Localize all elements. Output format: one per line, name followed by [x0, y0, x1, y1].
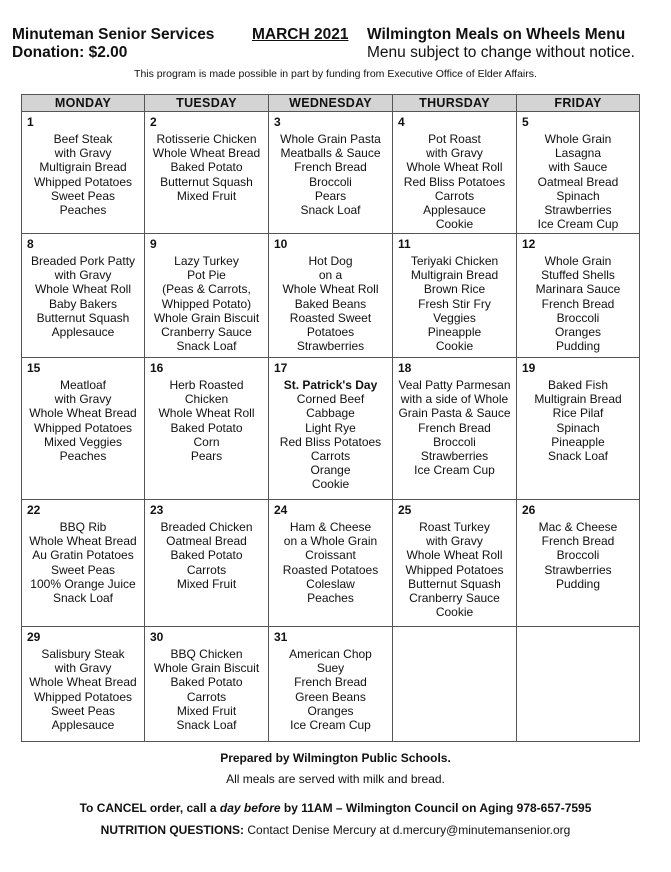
- menu-item: Whole Grain: [544, 132, 612, 146]
- cancel-text-a: To CANCEL order, call a: [79, 801, 220, 815]
- day-cell: [145, 500, 269, 627]
- menu-item: Whole Grain Pasta: [280, 132, 381, 146]
- menu-item: Stuffed Shells: [541, 268, 615, 283]
- day-number: 15: [27, 361, 41, 375]
- day-number: 29: [27, 630, 41, 644]
- day-cell: [393, 112, 517, 234]
- day-cell: [22, 358, 145, 500]
- month-title: MARCH 2021: [252, 26, 349, 43]
- menu-item: Whipped Potatoes: [33, 420, 133, 435]
- special-day-label: St. Patrick's Day: [283, 378, 378, 392]
- day-number: 4: [398, 115, 405, 129]
- menu-item: Butternut Squash: [408, 576, 501, 591]
- menu-item: Brown Rice: [423, 282, 486, 297]
- menu-item: Potatoes: [306, 325, 355, 340]
- funding-note: This program is made possible in part by funding from Executive Office of Elder Affairs.: [134, 68, 537, 80]
- menu-item: Pot Roast: [428, 132, 481, 146]
- menu-item: Suey: [316, 661, 345, 676]
- menu-item: with Gravy: [426, 146, 483, 161]
- menu-item: French Bread: [418, 420, 491, 435]
- menu-item: Cranberry Sauce: [161, 325, 252, 340]
- menu-item: Lazy Turkey: [174, 254, 239, 268]
- menu-item: Peaches: [59, 449, 107, 464]
- menu-item: Baked Beans: [294, 296, 367, 311]
- menu-item: Marinara Sauce: [535, 282, 621, 297]
- menu-item: Veal Patty Parmesan: [398, 378, 511, 392]
- menu-note: Menu subject to change without notice.: [367, 44, 635, 61]
- menu-item: with Gravy: [54, 661, 112, 676]
- week-row: [22, 234, 640, 358]
- week-row: [22, 627, 640, 742]
- weekday-header: WEDNESDAY: [269, 95, 393, 112]
- menu-item: Baked Potato: [170, 548, 243, 563]
- menu-item: Spinach: [556, 420, 600, 435]
- menu-item: Snack Loaf: [176, 718, 237, 733]
- menu-item: American Chop: [289, 647, 372, 661]
- menu-item: Pudding: [555, 576, 601, 591]
- menu-item: Herb Roasted: [169, 378, 244, 392]
- menu-item: Whole Wheat Roll: [158, 406, 255, 421]
- menu-item: Green Beans: [295, 689, 366, 704]
- day-cell: [269, 112, 393, 234]
- day-number: 22: [27, 503, 41, 517]
- day-cell: [517, 627, 640, 742]
- menu-items: [393, 358, 516, 477]
- menu-item: Whole Grain Biscuit: [153, 661, 260, 676]
- day-cell: [393, 234, 517, 358]
- day-number: 2: [150, 115, 157, 129]
- menu-items: [393, 627, 516, 647]
- menu-item: French Bread: [541, 296, 615, 311]
- menu-item: Carrots: [186, 562, 227, 577]
- menu-item: Cookie: [435, 605, 474, 620]
- menu-item: Baby Bakers: [48, 296, 118, 311]
- menu-item: Baked Fish: [547, 378, 609, 392]
- menu-item: Hot Dog: [308, 254, 353, 268]
- menu-item: Strawberries: [544, 203, 612, 218]
- menu-item: Roast Turkey: [419, 520, 490, 534]
- menu-item: 100% Orange Juice: [30, 576, 136, 591]
- day-number: 19: [522, 361, 536, 375]
- menu-item: Applesauce: [51, 718, 115, 733]
- cancel-text-b: day before: [219, 801, 281, 815]
- menu-items: [393, 112, 516, 231]
- nutrition-text: Contact Denise Mercury at d.mercury@minutemansenior.org: [244, 823, 571, 837]
- menu-item: Whipped Potatoes: [405, 562, 504, 577]
- day-number: 9: [150, 237, 157, 251]
- menu-item: Beef Steak: [53, 132, 113, 146]
- day-cell: [22, 234, 145, 358]
- menu-item: Whipped Potatoes: [33, 174, 133, 189]
- menu-item: Multigrain Bread: [39, 160, 127, 175]
- day-cell: [145, 112, 269, 234]
- menu-items: [517, 627, 639, 647]
- weekday-header: THURSDAY: [393, 95, 517, 112]
- menu-item: Cookie: [311, 477, 350, 492]
- menu-item: Pot Pie: [187, 268, 226, 283]
- org-name: Minuteman Senior Services: [12, 26, 215, 43]
- day-cell: [269, 358, 393, 500]
- day-cell: [145, 234, 269, 358]
- menu-item: Whole Grain Biscuit: [153, 310, 260, 325]
- menu-item: Red Bliss Potatoes: [403, 174, 506, 189]
- menu-item: Strawberries: [544, 562, 612, 577]
- day-number: 5: [522, 115, 529, 129]
- menu-item: Whole Wheat Roll: [406, 548, 503, 563]
- menu-item: Peaches: [307, 591, 354, 606]
- menu-item: Snack Loaf: [547, 449, 609, 464]
- day-cell: [517, 358, 640, 500]
- menu-item: Mixed Fruit: [176, 188, 237, 203]
- menu-items: [517, 234, 639, 353]
- menu-item: French Bread: [294, 160, 367, 175]
- menu-item: Applesauce: [51, 325, 115, 340]
- menu-item: (Peas & Carrots,: [162, 282, 251, 297]
- menu-item: with Gravy: [426, 534, 483, 549]
- menu-item: Baked Potato: [170, 420, 243, 435]
- donation: Donation: $2.00: [12, 44, 128, 61]
- day-number: 25: [398, 503, 412, 517]
- menu-item: Whipped Potatoes: [33, 689, 133, 704]
- menu-item: Teriyaki Chicken: [410, 254, 499, 268]
- menu-item: Fresh Stir Fry: [418, 296, 491, 311]
- menu-item: Red Bliss Potatoes: [279, 434, 382, 449]
- menu-item: Strawberries: [296, 339, 365, 354]
- menu-item: Pears: [190, 449, 223, 464]
- day-cell: [145, 627, 269, 742]
- day-cell: [22, 500, 145, 627]
- menu-items: [393, 234, 516, 353]
- menu-item: Applesauce: [423, 203, 486, 218]
- menu-item: Chicken: [184, 392, 229, 407]
- menu-items: [269, 627, 392, 732]
- day-cell: [517, 112, 640, 234]
- menu-item: Au Gratin Potatoes: [32, 548, 134, 563]
- menu-item: Whole Wheat Roll: [282, 282, 379, 297]
- menu-item: Snack Loaf: [52, 591, 114, 606]
- nutrition-label: NUTRITION QUESTIONS:: [100, 823, 245, 837]
- menu-item: Salisbury Steak: [41, 647, 125, 661]
- menu-item: Croissant: [305, 548, 356, 563]
- menu-item: Veggies: [433, 310, 476, 325]
- day-number: 26: [522, 503, 536, 517]
- cancel-text-c: by 11AM – Wilmington Council on Aging 978-657-7595: [280, 801, 592, 815]
- menu-items: [269, 500, 392, 605]
- menu-item: Breaded Chicken: [160, 520, 253, 534]
- day-number: 3: [274, 115, 281, 129]
- menu-item: with Gravy: [54, 268, 112, 283]
- menu-calendar: [21, 94, 640, 742]
- menu-item: Mac & Cheese: [538, 520, 618, 534]
- menu-item: Ice Cream Cup: [537, 217, 619, 232]
- menu-item: Coleslaw: [306, 576, 355, 591]
- menu-item: Mixed Fruit: [176, 576, 237, 591]
- menu-item: Ham & Cheese: [289, 520, 372, 534]
- menu-item: Carrots: [186, 689, 227, 704]
- milk-note: All meals are served with milk and bread.: [226, 772, 445, 786]
- menu-item: Oranges: [307, 703, 354, 718]
- menu-item: Ice Cream Cup: [290, 718, 371, 733]
- weekday-header-row: [22, 95, 640, 112]
- header-left: [12, 26, 214, 62]
- menu-title: Wilmington Meals on Wheels Menu: [367, 26, 626, 43]
- menu-item: Mixed Fruit: [176, 703, 237, 718]
- menu-item: Carrots: [310, 449, 351, 464]
- day-number: 11: [398, 237, 411, 251]
- day-number: 8: [27, 237, 34, 251]
- menu-item: Whole Grain: [544, 254, 612, 268]
- menu-item: Whipped Potato): [161, 296, 252, 311]
- menu-item: Butternut Squash: [160, 174, 253, 189]
- menu-item: Carrots: [434, 188, 475, 203]
- menu-items: [393, 500, 516, 619]
- menu-items: [22, 234, 144, 339]
- menu-item: Pineapple: [427, 325, 482, 340]
- menu-items: [145, 627, 268, 732]
- day-cell: [22, 627, 145, 742]
- menu-item: Broccoli: [556, 548, 600, 563]
- menu-items: [269, 234, 392, 353]
- day-cell: [22, 112, 145, 234]
- menu-item: Whole Wheat Roll: [34, 282, 132, 297]
- day-number: 12: [522, 237, 536, 251]
- menu-item: Butternut Squash: [36, 310, 130, 325]
- menu-item: Snack Loaf: [176, 339, 237, 354]
- menu-item: Multigrain Bread: [410, 268, 499, 283]
- day-number: 17: [274, 361, 288, 375]
- day-cell: [393, 627, 517, 742]
- menu-item: Strawberries: [420, 449, 489, 464]
- menu-item: Lasagna: [554, 146, 602, 161]
- menu-item: Broccoli: [556, 310, 600, 325]
- day-cell: [517, 234, 640, 358]
- menu-item: Roasted Potatoes: [282, 562, 379, 577]
- menu-items: [517, 112, 639, 231]
- menu-item: Cabbage: [306, 406, 355, 421]
- menu-item: Peaches: [59, 203, 107, 218]
- day-cell: [269, 500, 393, 627]
- menu-item: Oatmeal Bread: [537, 174, 619, 189]
- menu-item: with a side of Whole: [400, 392, 509, 407]
- menu-item: Multigrain Bread: [534, 392, 622, 407]
- menu-item: Broccoli: [433, 434, 476, 449]
- menu-item: French Bread: [541, 534, 615, 549]
- day-number: 23: [150, 503, 164, 517]
- day-number: 16: [150, 361, 164, 375]
- menu-item: Snack Loaf: [300, 203, 361, 218]
- menu-item: French Bread: [294, 675, 367, 690]
- menu-item: Corned Beef: [296, 392, 365, 407]
- menu-item: Roasted Sweet: [289, 310, 372, 325]
- menu-item: Meatloaf: [59, 378, 107, 392]
- menu-items: [145, 358, 268, 463]
- week-row: [22, 112, 640, 234]
- week-row: [22, 500, 640, 627]
- menu-item: Sweet Peas: [50, 188, 116, 203]
- menu-item: Whole Wheat Bread: [152, 146, 261, 161]
- day-cell: [145, 358, 269, 500]
- weekday-header: TUESDAY: [145, 95, 269, 112]
- day-cell: [269, 627, 393, 742]
- week-row: [22, 358, 640, 500]
- menu-item: with Sauce: [548, 160, 608, 175]
- menu-item: Mixed Veggies: [43, 434, 123, 449]
- day-cell: [393, 358, 517, 500]
- nutrition-note: [0, 823, 671, 837]
- menu-item: Baked Potato: [170, 675, 243, 690]
- menu-item: on a: [318, 268, 343, 283]
- day-number: 10: [274, 237, 288, 251]
- menu-item: with Gravy: [54, 392, 112, 407]
- menu-items: [269, 358, 392, 492]
- day-number: 30: [150, 630, 164, 644]
- menu-item: Pudding: [555, 339, 601, 354]
- menu-item: Whole Wheat Bread: [29, 406, 137, 421]
- menu-items: [145, 500, 268, 591]
- menu-item: with Gravy: [54, 146, 112, 161]
- menu-item: Spinach: [556, 188, 600, 203]
- menu-item: Orange: [310, 463, 351, 478]
- menu-items: [145, 112, 268, 203]
- menu-item: Corn: [193, 434, 220, 449]
- menu-item: Broccoli: [309, 174, 352, 189]
- menu-items: [145, 234, 268, 353]
- weekday-header: FRIDAY: [517, 95, 640, 112]
- menu-item: Sweet Peas: [50, 562, 116, 577]
- menu-item: Cookie: [435, 339, 474, 354]
- menu-item: Cranberry Sauce: [409, 591, 500, 606]
- day-number: 18: [398, 361, 412, 375]
- menu-item: Baked Potato: [170, 160, 243, 175]
- menu-items: [22, 112, 144, 217]
- menu-item: Oranges: [554, 325, 602, 340]
- menu-item: Meatballs & Sauce: [280, 146, 381, 161]
- day-cell: [269, 234, 393, 358]
- menu-item: Rice Pilaf: [552, 406, 604, 421]
- menu-item: BBQ Chicken: [170, 647, 243, 661]
- menu-item: Grain Pasta & Sauce: [398, 406, 511, 421]
- menu-item: Whole Wheat Bread: [29, 534, 137, 549]
- menu-item: Ice Cream Cup: [414, 463, 495, 478]
- menu-item: Rotisserie Chicken: [156, 132, 257, 146]
- menu-item: Whole Wheat Bread: [29, 675, 137, 690]
- menu-item: Cookie: [435, 217, 474, 232]
- menu-item: Oatmeal Bread: [166, 534, 247, 549]
- day-number: 24: [274, 503, 288, 517]
- menu-item: on a Whole Grain: [283, 534, 378, 549]
- menu-item: Pineapple: [551, 434, 605, 449]
- cancel-note: [0, 801, 671, 815]
- weekday-header: MONDAY: [22, 95, 145, 112]
- menu-item: Breaded Pork Patty: [30, 254, 136, 268]
- prepared-by: Prepared by Wilmington Public Schools.: [220, 751, 451, 765]
- day-cell: [517, 500, 640, 627]
- menu-item: Sweet Peas: [50, 703, 116, 718]
- menu-item: Pears: [314, 188, 347, 203]
- menu-item: Whole Wheat Roll: [406, 160, 503, 175]
- day-number: 31: [274, 630, 288, 644]
- header-right: [367, 26, 635, 62]
- day-number: 1: [27, 115, 34, 129]
- menu-item: Light Rye: [305, 420, 356, 435]
- day-cell: [393, 500, 517, 627]
- menu-items: [269, 112, 392, 217]
- menu-item: BBQ Rib: [59, 520, 107, 534]
